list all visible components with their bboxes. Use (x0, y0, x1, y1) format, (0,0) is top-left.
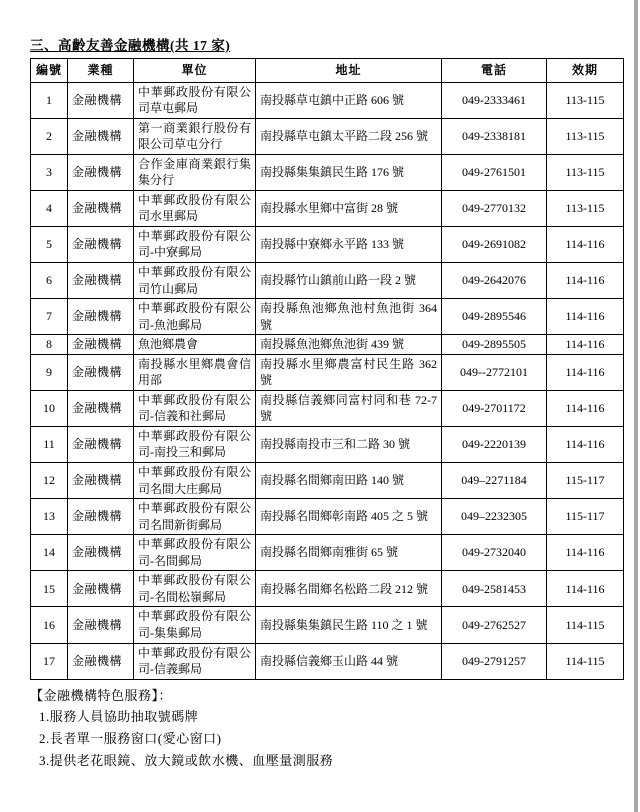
cell-validity: 114-116 (547, 426, 624, 462)
table-row (31, 299, 624, 335)
cell-unit: 中華郵政股份有限公司草屯郵局 (134, 82, 256, 118)
cell-unit: 中華郵政股份有限公司-信義和社郵局 (134, 390, 256, 426)
cell-phone: 049-2732040 (442, 535, 547, 571)
cell-validity: 114-116 (547, 354, 624, 390)
cell-phone: 049-2895546 (442, 299, 547, 335)
header-validity: 效期 (547, 59, 624, 83)
cell-phone: 049-2791257 (442, 643, 547, 679)
notes-title: 【金融機構特色服務】： (30, 687, 173, 703)
cell-address: 南投縣草屯鎮太平路二段 256 號 (256, 118, 442, 154)
cell-phone: 049-2701172 (442, 390, 547, 426)
page-edge-strip (634, 0, 638, 812)
cell-unit: 中華郵政股份有限公司-中寮郵局 (134, 226, 256, 262)
cell-unit: 中華郵政股份有限公司-魚池郵局 (134, 299, 256, 335)
table-row (31, 226, 624, 262)
cell-unit: 南投縣水里鄉農會信用部 (134, 354, 256, 390)
table-row (31, 463, 624, 499)
cell-phone: 049-2770132 (442, 190, 547, 226)
cell-phone: 049-2761501 (442, 154, 547, 190)
table-row (31, 154, 624, 190)
table-body (31, 82, 624, 679)
cell-validity: 114-116 (547, 226, 624, 262)
cell-type: 金融機構 (68, 226, 134, 262)
cell-address: 南投縣竹山鎮前山路一段 2 號 (256, 263, 442, 299)
cell-validity: 115-117 (547, 499, 624, 535)
cell-no: 7 (31, 299, 68, 335)
cell-no: 6 (31, 263, 68, 299)
cell-no: 15 (31, 571, 68, 607)
cell-address: 南投縣信義鄉同富村同和巷 72-7 號 (256, 390, 442, 426)
cell-validity: 113-115 (547, 118, 624, 154)
cell-type: 金融機構 (68, 335, 134, 355)
cell-address: 南投縣名間鄉南雅街 65 號 (256, 535, 442, 571)
table-row (31, 426, 624, 462)
cell-address: 南投縣集集鎮民生路 110 之 1 號 (256, 607, 442, 643)
page-title: 三、高齡友善金融機構(共 17 家) (30, 38, 231, 53)
cell-address: 南投縣草屯鎮中正路 606 號 (256, 82, 442, 118)
cell-unit: 中華郵政股份有限公司-名間松嶺郵局 (134, 571, 256, 607)
table-row (31, 643, 624, 679)
cell-address: 南投縣魚池鄉魚池村魚池街 364 號 (256, 299, 442, 335)
cell-no: 4 (31, 190, 68, 226)
cell-type: 金融機構 (68, 607, 134, 643)
cell-type: 金融機構 (68, 154, 134, 190)
cell-address: 南投縣名間鄉名松路二段 212 號 (256, 571, 442, 607)
table-row (31, 190, 624, 226)
table-row (31, 118, 624, 154)
table-row (31, 571, 624, 607)
table-row (31, 390, 624, 426)
cell-phone: 049-2895505 (442, 335, 547, 355)
cell-unit: 第一商業銀行股份有限公司草屯分行 (134, 118, 256, 154)
header-address: 地址 (256, 59, 442, 83)
cell-validity: 114-116 (547, 263, 624, 299)
cell-validity: 114-116 (547, 335, 624, 355)
table-row (31, 607, 624, 643)
cell-no: 8 (31, 335, 68, 355)
cell-phone: 049-2333461 (442, 82, 547, 118)
cell-validity: 114-116 (547, 535, 624, 571)
cell-unit: 中華郵政股份有限公司-南投三和郵局 (134, 426, 256, 462)
cell-phone: 049-2642076 (442, 263, 547, 299)
table-row (31, 499, 624, 535)
notes-section (30, 685, 623, 772)
cell-type: 金融機構 (68, 390, 134, 426)
cell-type: 金融機構 (68, 263, 134, 299)
cell-unit: 魚池鄉農會 (134, 335, 256, 355)
cell-address: 南投縣信義鄉玉山路 44 號 (256, 643, 442, 679)
cell-validity: 113-115 (547, 82, 624, 118)
cell-no: 2 (31, 118, 68, 154)
cell-no: 10 (31, 390, 68, 426)
cell-phone: 049--2772101 (442, 354, 547, 390)
cell-phone: 049-2581453 (442, 571, 547, 607)
cell-phone: 049-2762527 (442, 607, 547, 643)
cell-address: 南投縣魚池鄉魚池街 439 號 (256, 335, 442, 355)
cell-phone: 049-2691082 (442, 226, 547, 262)
cell-phone: 049–2232305 (442, 499, 547, 535)
table-row (31, 263, 624, 299)
cell-type: 金融機構 (68, 190, 134, 226)
cell-address: 南投縣名間鄉彰南路 405 之 5 號 (256, 499, 442, 535)
table-header-row (31, 59, 624, 83)
cell-validity: 113-115 (547, 190, 624, 226)
cell-type: 金融機構 (68, 354, 134, 390)
cell-phone: 049-2220139 (442, 426, 547, 462)
cell-phone: 049-2338181 (442, 118, 547, 154)
cell-validity: 114-116 (547, 390, 624, 426)
cell-type: 金融機構 (68, 463, 134, 499)
cell-unit: 中華郵政股份有限公司-集集郵局 (134, 607, 256, 643)
header-phone: 電話 (442, 59, 547, 83)
cell-unit: 中華郵政股份有限公司名間大庄郵局 (134, 463, 256, 499)
note-item: 3.提供老花眼鏡、放大鏡或飲水機、血壓量測服務 (39, 753, 334, 769)
cell-validity: 113-115 (547, 154, 624, 190)
note-item: 1.服務人員協助抽取號碼牌 (39, 709, 199, 725)
cell-address: 南投縣集集鎮民生路 176 號 (256, 154, 442, 190)
cell-type: 金融機構 (68, 118, 134, 154)
cell-address: 南投縣南投市三和二路 30 號 (256, 426, 442, 462)
cell-address: 南投縣水里鄉中富街 28 號 (256, 190, 442, 226)
cell-no: 9 (31, 354, 68, 390)
cell-unit: 合作金庫商業銀行集集分行 (134, 154, 256, 190)
institutions-table (30, 58, 624, 680)
cell-no: 3 (31, 154, 68, 190)
table-row (31, 535, 624, 571)
table-row (31, 354, 624, 390)
cell-no: 17 (31, 643, 68, 679)
cell-phone: 049–2271184 (442, 463, 547, 499)
cell-validity: 115-117 (547, 463, 624, 499)
cell-type: 金融機構 (68, 535, 134, 571)
header-unit: 單位 (134, 59, 256, 83)
cell-no: 11 (31, 426, 68, 462)
cell-validity: 114-116 (547, 571, 624, 607)
cell-address: 南投縣中寮鄉永平路 133 號 (256, 226, 442, 262)
table-row (31, 335, 624, 355)
cell-unit: 中華郵政股份有限公司-名間郵局 (134, 535, 256, 571)
cell-no: 12 (31, 463, 68, 499)
note-item: 2.長者單一服務窗口(愛心窗口) (39, 731, 222, 747)
document-page (30, 34, 623, 772)
cell-unit: 中華郵政股份有限公司竹山郵局 (134, 263, 256, 299)
cell-address: 南投縣水里鄉農富村民生路 362 號 (256, 354, 442, 390)
cell-unit: 中華郵政股份有限公司名間新街郵局 (134, 499, 256, 535)
cell-validity: 114-115 (547, 643, 624, 679)
cell-validity: 114-116 (547, 299, 624, 335)
header-type: 業種 (68, 59, 134, 83)
cell-no: 14 (31, 535, 68, 571)
header-no: 編號 (31, 59, 68, 83)
cell-type: 金融機構 (68, 643, 134, 679)
cell-no: 16 (31, 607, 68, 643)
cell-type: 金融機構 (68, 299, 134, 335)
cell-address: 南投縣名間鄉南田路 140 號 (256, 463, 442, 499)
table-row (31, 82, 624, 118)
cell-type: 金融機構 (68, 426, 134, 462)
cell-no: 13 (31, 499, 68, 535)
cell-no: 1 (31, 82, 68, 118)
cell-type: 金融機構 (68, 499, 134, 535)
cell-type: 金融機構 (68, 82, 134, 118)
cell-no: 5 (31, 226, 68, 262)
cell-unit: 中華郵政股份有限公司水里郵局 (134, 190, 256, 226)
cell-unit: 中華郵政股份有限公司-信義郵局 (134, 643, 256, 679)
cell-type: 金融機構 (68, 571, 134, 607)
cell-validity: 114-115 (547, 607, 624, 643)
